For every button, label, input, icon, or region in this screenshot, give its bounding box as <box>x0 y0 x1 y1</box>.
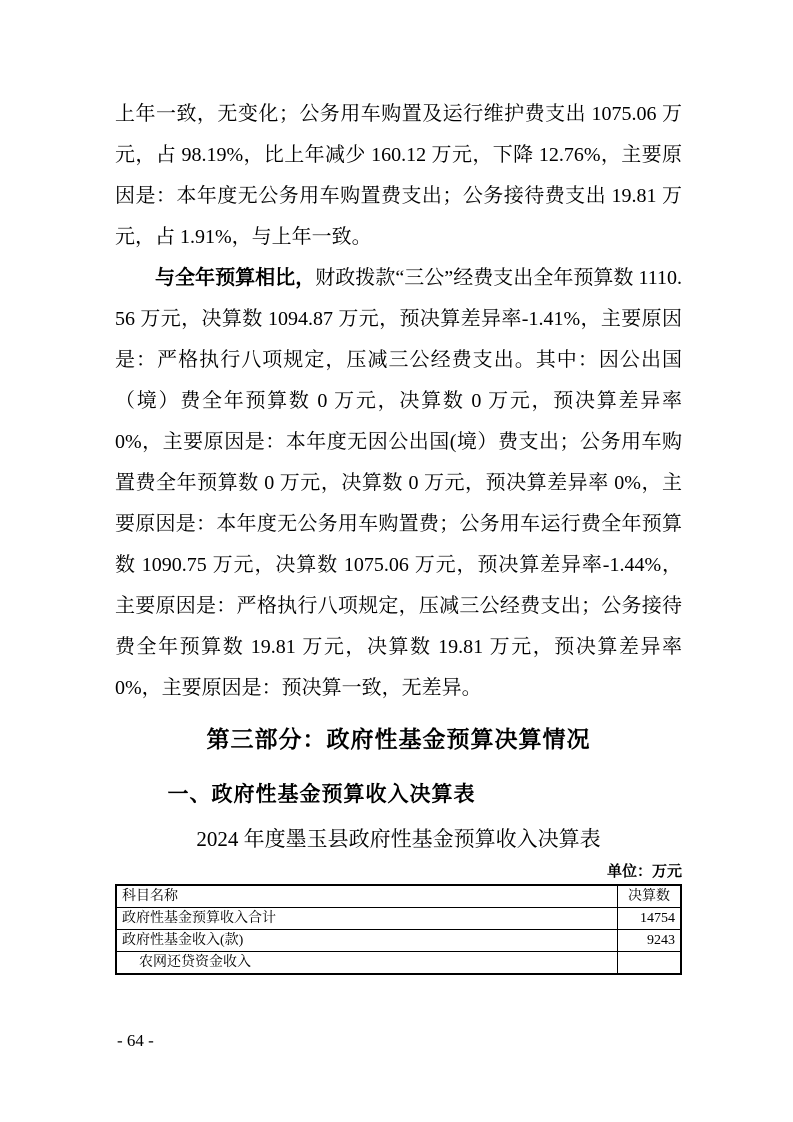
table-row <box>116 908 681 930</box>
paragraph-lead-bold: 与全年预算相比， <box>155 267 316 289</box>
row-amount-total: 14754 <box>618 908 682 930</box>
subsection-heading-income-table: 一、政府性基金预算收入决算表 <box>167 783 476 806</box>
unit-label: 单位：万元 <box>606 863 682 880</box>
table-title: 2024 年度墨玉县政府性基金预算收入决算表 <box>196 827 601 851</box>
row-amount-rural-grid-loan <box>618 952 682 975</box>
row-subject-fund-income: 政府性基金收入(款) <box>116 930 618 952</box>
page-number: - 64 - <box>117 1031 154 1050</box>
table-row <box>116 930 681 952</box>
column-header-subject-name: 科目名称 <box>116 885 618 908</box>
table-row <box>116 952 681 975</box>
page-content <box>115 94 682 975</box>
row-subject-total: 政府性基金预算收入合计 <box>116 908 618 930</box>
paragraph-three-public-expense-continued: 上年一致，无变化；公务用车购置及运行维护费支出 1075.06 万元，占 98.19%，比上年减少 160.12 万元，下降 12.76%，主要原因是：本年度无公务用车购置费支出；公务接待费支出 19.81 万元，占 1.91%，与上年一致。 <box>115 103 682 248</box>
paragraph-budget-comparison <box>115 258 682 709</box>
paragraph-body-text: 财政拨款“三公”经费支出全年预算数 1110.56 万元，决算数 1094.87 万元，预决算差异率-1.41%，主要原因是：严格执行八项规定，压减三公经费支出。其中：因公出国（境）费全年预算数 0 万元，决算数 0 万元，预决算差异率 0%，主要原因是：本年度无因公出国(境）费支出；公务用车购置费全年预算数 0 万元，决算数 0 万元，预决算差异率 0%，主要原因是：本年度无公务用车购置费；公务用车运行费全年预算数 1090.75 万元，决算数 1075.06 万元，预决算差异率-1.44%，主要原因是：严格执行八项规定，压减三公经费支出；公务接待费全年预算数 19.81 万元，决算数 19.81 万元，预决算差异率 0%，主要原因是：预决算一致，无差异。 <box>115 267 683 699</box>
row-amount-fund-income: 9243 <box>618 930 682 952</box>
budget-income-table <box>115 884 682 975</box>
table-header-row <box>116 885 681 908</box>
row-subject-rural-grid-loan: 农网还贷资金收入 <box>116 952 618 975</box>
section-heading-part3: 第三部分：政府性基金预算决算情况 <box>206 726 591 752</box>
column-header-final-amount: 决算数 <box>618 885 682 908</box>
